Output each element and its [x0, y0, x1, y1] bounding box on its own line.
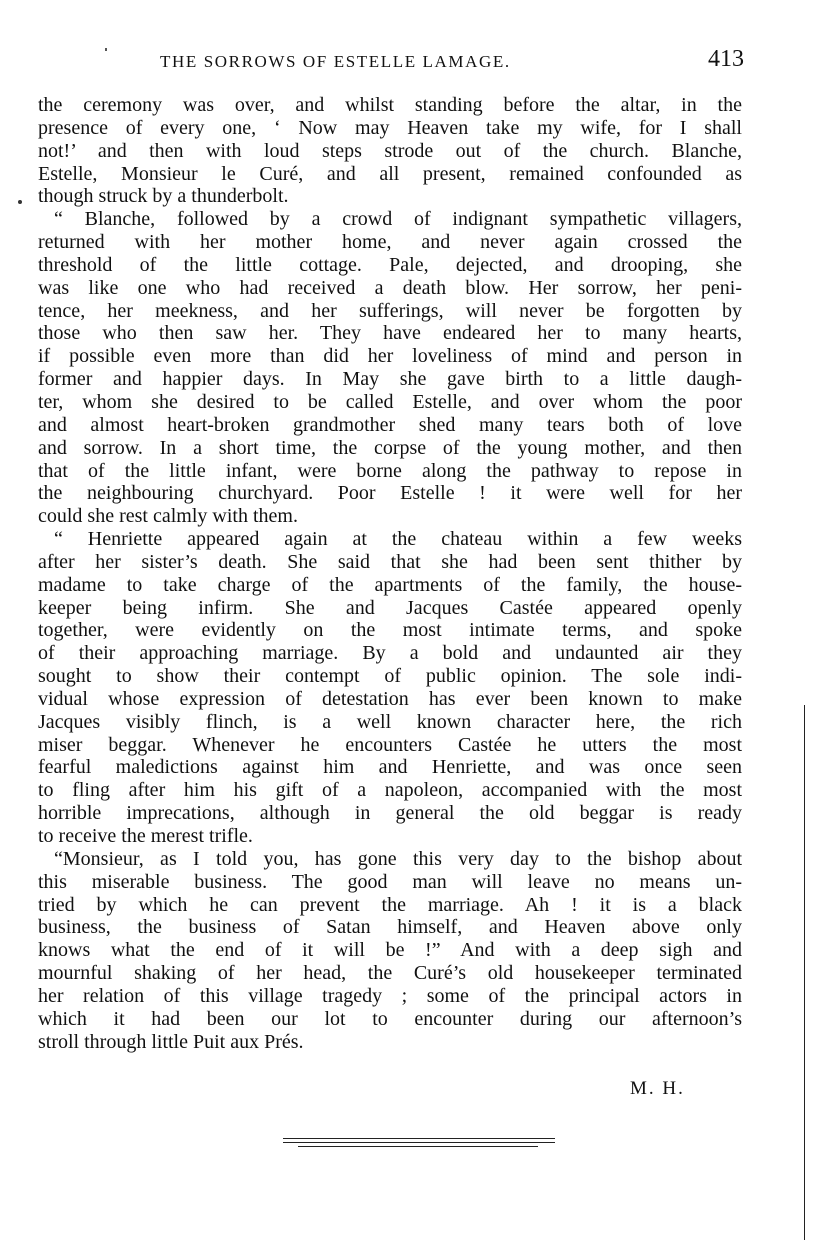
text-line: mournful shaking of her head, the Curé’s old housekeeper terminated — [38, 962, 742, 985]
text-line: could she rest calmly with them. — [38, 505, 298, 528]
text-line: that of the little infant, were borne along the pathway to repose in — [38, 459, 742, 482]
text-line: keeper being infirm. She and Jacques Castée appeared openly — [38, 596, 742, 619]
text-line: which it had been our lot to encounter during our afternoon’s — [38, 1007, 742, 1030]
text-line: the ceremony was over, and whilst standing before the altar, in the — [38, 94, 742, 116]
margin-dot — [18, 200, 22, 204]
text-line: though struck by a thunderbolt. — [38, 185, 289, 208]
text-line: the neighbouring churchyard. Poor Estelle ! it were well for her — [38, 482, 742, 505]
text-line: of their approaching marriage. By a bold and undaunted air they — [38, 642, 742, 665]
text-line: Jacques visibly flinch, is a well known character here, the rich — [38, 710, 742, 733]
text-line: was like one who had received a death blow. Her sorrow, her peni- — [38, 276, 742, 299]
text-line: after her sister’s death. She said that she had been sent thither by — [38, 550, 742, 573]
text-line: presence of every one, ‘ Now may Heaven take my wife, for I shall — [38, 116, 742, 139]
body-text — [38, 94, 742, 1053]
author-signature: M. H. — [630, 1078, 685, 1099]
closing-rule-top — [283, 1138, 555, 1139]
text-line: knows what the end of it will be !” And with a deep sigh and — [38, 939, 742, 962]
text-line: “ Henriette appeared again at the chateau within a few weeks — [54, 528, 742, 551]
text-line: business, the business of Satan himself, and Heaven above only — [38, 916, 742, 939]
text-line: not!’ and then with loud steps strode out of the church. Blanche, — [38, 139, 742, 162]
text-line: and almost heart-broken grandmother shed many tears both of love — [38, 413, 742, 436]
page-header — [38, 46, 748, 76]
text-line: tence, her meekness, and her sufferings, will never be forgotten by — [38, 299, 742, 322]
text-line: together, were evidently on the most intimate terms, and spoke — [38, 619, 742, 642]
text-line: Estelle, Monsieur le Curé, and all present, remained confounded as — [38, 162, 742, 185]
closing-rule-bottom — [298, 1146, 538, 1147]
text-line: horrible imprecations, although in general the old beggar is ready — [38, 802, 742, 825]
text-line: stroll through little Puit aux Prés. — [38, 1030, 304, 1053]
text-line: “Monsieur, as I told you, has gone this very day to the bishop about — [54, 847, 742, 870]
text-line: ter, whom she desired to be called Estelle, and over whom the poor — [38, 390, 742, 413]
text-line: miser beggar. Whenever he encounters Castée he utters the most — [38, 733, 742, 756]
text-line: returned with her mother home, and never again crossed the — [38, 231, 742, 254]
page-edge-line — [804, 705, 805, 1240]
text-line: former and happier days. In May she gave birth to a little daugh- — [38, 368, 742, 391]
text-line: fearful maledictions against him and Henriette, and was once seen — [38, 756, 742, 779]
text-line: to fling after him his gift of a napoleon, accompanied with the most — [38, 779, 742, 802]
text-line: threshold of the little cottage. Pale, dejected, and drooping, she — [38, 253, 742, 276]
text-line: this miserable business. The good man will leave no means un- — [38, 870, 742, 893]
text-line: sought to show their contempt of public opinion. The sole indi- — [38, 665, 742, 688]
text-line: her relation of this village tragedy ; some of the principal actors in — [38, 984, 742, 1007]
text-line: if possible even more than did her loveliness of mind and person in — [38, 345, 742, 368]
text-line: vidual whose expression of detestation has ever been known to make — [38, 687, 742, 710]
text-line: madame to take charge of the apartments of the family, the house- — [38, 573, 742, 596]
text-line: tried by which he can prevent the marriage. Ah ! it is a black — [38, 893, 742, 916]
text-line: and sorrow. In a short time, the corpse of the young mother, and then — [38, 436, 742, 459]
closing-rule-middle — [283, 1142, 555, 1143]
text-line: to receive the merest trifle. — [38, 825, 253, 847]
page-number: 413 — [708, 46, 744, 72]
text-line: those who then saw her. They have endeared her to many hearts, — [38, 322, 742, 345]
running-title: THE SORROWS OF ESTELLE LAMAGE. — [160, 52, 511, 71]
text-line: “ Blanche, followed by a crowd of indignant sympathetic villagers, — [54, 208, 742, 231]
